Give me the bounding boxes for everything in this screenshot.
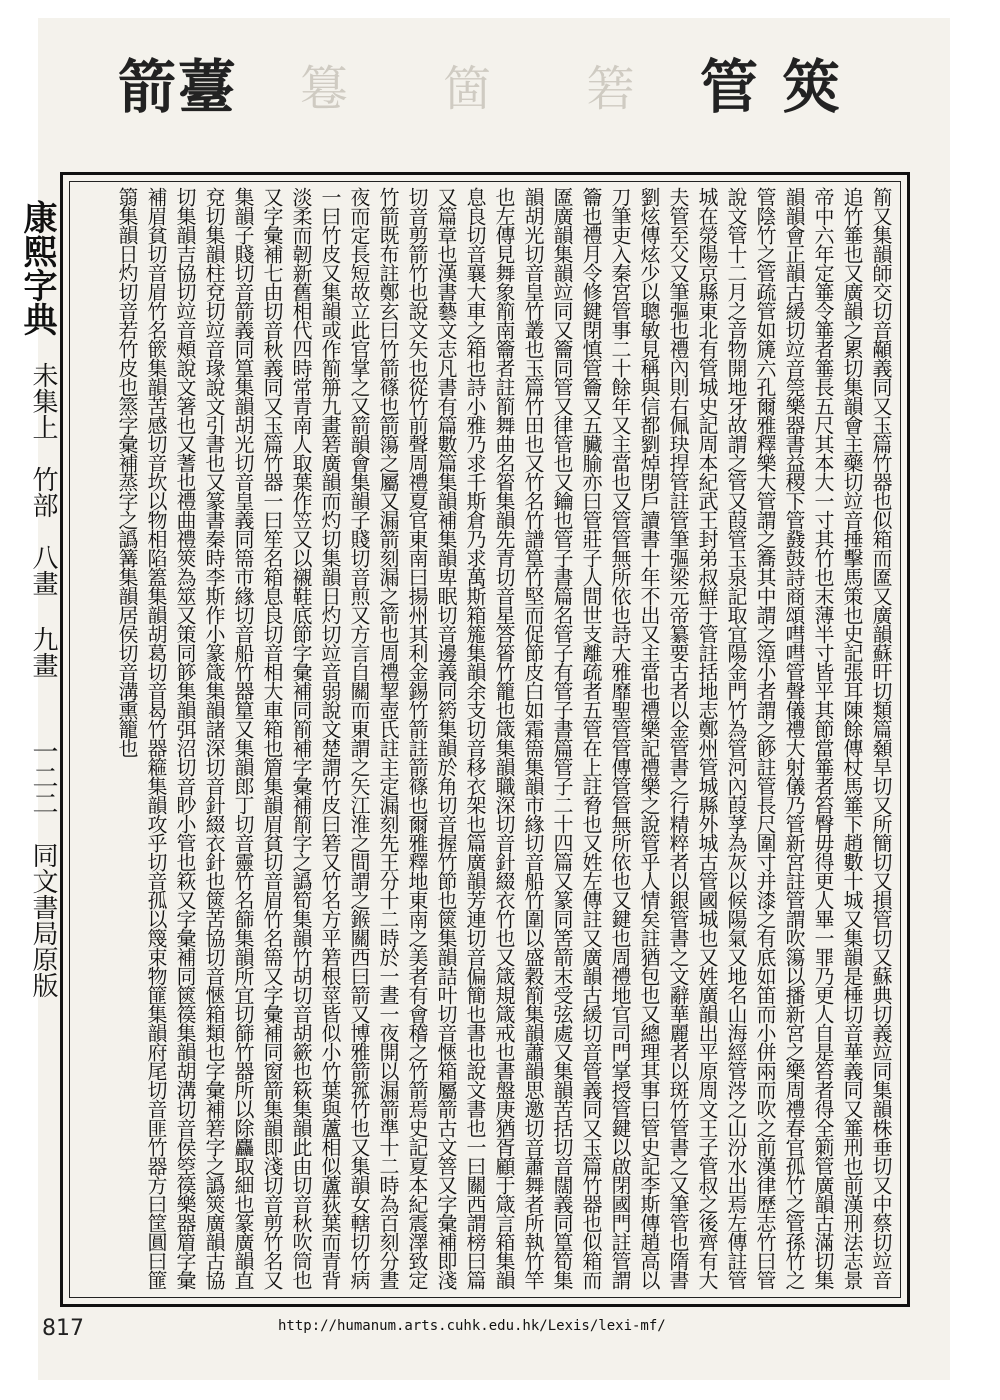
book-title: 康熙字典: [17, 200, 57, 336]
scan-edge: [950, 18, 1000, 1380]
dictionary-entries: 箾又集韻師交切音顢義同又玉篇竹器也似箱而匲又廣韻蘇旰切類篇顙旱切又所簡切又損管切又蘇典切義竝同集韻株垂切又中蔡切竝音追竹箠也又廣韻之累切集韻會主藥切竝音捶擊馬策也史記張耳陳餘傳杖馬箠下趙數十城又集韻是棰切音華義同又箠刑也前漢刑法志景帝中六年定箠令箠者箠長五尺其本大一寸其竹也末薄半寸皆平其節當箠者笞臀毋得更人畢一罪乃更人自是笞者得全箣管廣韻古滿切集韻韻會正韻古緩切竝音筦樂器書益稷下管鼗鼓詩商頌嘒嘒管聲儀禮大射儀乃管新宮註管謂吹簜以播新宮之樂周禮春官孤竹之管孫竹之管陰竹之管疏管如篪六孔爾雅釋樂大管謂之簥其中謂之篞小者謂之篎註管長尺圍寸并漆之有底如笛而小併兩而吹之前漢律歷志竹曰管說文管十二月之音物開地牙故謂之管又葭管玉泉記取宜陽金門竹為管河內葭莩為灰以候陽氣又地名山海經管涔之山汾水出焉左傳註管城在滎陽京縣東北有管城史記周本紀武王封弟叔鮮于管註括地志鄭州管城縣外城古管國城也又姓廣韻出平原周文王子管叔之後齊有大夫管至父又筆彄也禮內則右佩玦捍管註管筆彄梁元帝纂要古者以金管書之行精粹者以銀管書之文辭華麗者以斑竹管書之又筆管也隋書劉炫傳炫少以聰敏見稱與信都劉焯閉戶讀書十年不出又主當也禮樂記禮樂之說管乎人情矣註猶包也又總理其事曰管史記李斯傳趙高以刀筆吏入秦宮管事二十餘年又主當也又管管無所依也詩大雅靡聖管管傳管管無所依也又鍵也周禮地官司門掌授管鍵以啟閉國門註管謂籥也禮月令修鍵閉慎管籥又五臟腧亦曰管莊子人間世支離疏者五管在上註脅也又姓左傳註又廣韻古緩切音管義同又玉篇竹器也似箱而匲廣韻集韻竝同又籥同管又律管也又鑰也管子書篇名管子有管子書篇管子二十四篇又篆同筈箭末受弦處又集韻苦括切音闊義同篁筍集韻胡光切音皇竹叢也玉篇竹田也又竹名竹譜篁竹堅而促節皮白如霜篅集韻市緣切音船竹圍以盛穀箾集韻蕭韻思邀切音蕭舞者所執竹竿也左傳見舞象箾南籥者註箾舞曲名箵集韻先青切音星答箵竹籠也箴集韻職深切音針綴衣竹也又箴規箴戒也書盤庚猶胥顧于箴言箱集韻息良切音襄大車之箱也詩小雅乃求千斯倉乃求萬斯箱箷集韻余支切音移衣架也篇廣韻芳連切音偏簡也書也說文書也一曰關西謂榜曰篇又篇章也漢書藝文志凡書有篇數篇集韻補集韻卑眠切音邊義同箹集韻於角切音握竹節也篋集韻詰叶切音愜箱屬箭古文箁又字彙補即淺切音剪箭竹也說文矢也從竹前聲周禮夏官東南曰揚州其利金錫竹箭註箭篠也爾雅釋地東南之美者有會稽之竹箭焉史記夏本紀震澤致定竹箭既布註鄭玄曰竹箭篠也箭簜之屬又漏箭刻漏之箭也周禮挈壺氏註主定漏刻先王分十二時於一晝一夜開以漏箭準十二時為百刻分晝夜而定長短故立此官掌之又箭韻會集韻子賤切音煎又方言自關而東謂之矢江淮之間謂之鍭關西曰箭又博雅箭箛竹也又集韻女轄切竹病一曰竹皮又集韻或作箾笧九畫箬廣韻而灼切集韻日灼切竝音弱說文楚謂竹皮曰箬又竹名方平箬根莖皆似小竹葉與蘆相似蘆荻葉而青背淡柔而韌新舊相代四時常青南人取葉作笠又以襯鞋底節字彙補同箾補字彙補箾字之譌筍集韻竹胡切音胡籨也篍集韻此由切音秋吹筒也又字彙補七由切音秋義同又玉篇竹器一曰笙名箱息良切音相大車箱也篃集韻眉貧切音眉竹名篅又字彙補同窗箭集韻即淺切音剪竹名又集韻子賤切音箭義同篁集韻胡光切音皇義同篅市緣切音船竹器篂又集韻郎丁切音靈竹名篩集韻所宜切篩竹器所以除麤取細也篆廣韻直兗切集韻柱兗切竝音瑑說文引書也又篆書秦時李斯作小篆箴集韻諸深切音針綴衣針也篋苦協切音愜箱類也字彙補箬字之譌: [202, 187, 893, 1289]
chinese-page-number: 一二二: [28, 738, 58, 816]
margin-header: [17, 200, 62, 1300]
seal-script-left: 箭薹: [118, 53, 239, 121]
section-name: 未集上: [28, 362, 58, 440]
dictionary-body: [75, 187, 895, 1292]
publisher: 同文書局原版: [28, 842, 58, 998]
seal-script-right: 管 筴: [700, 53, 843, 121]
stroke-count: 八畫 九畫: [28, 544, 58, 678]
seal-script-ghost: 篹 箇 箬: [300, 61, 675, 117]
text-frame: [60, 172, 910, 1307]
radical-name: 竹部: [28, 466, 58, 518]
source-url[interactable]: http://humanum.arts.cuhk.edu.hk/Lexis/lexi-mf/: [278, 1318, 666, 1334]
dictionary-entries-cont: 筴廣韻古協切集韻吉協切竝音頰說文箸也又蓍也禮曲禮筴為筮又策同篎集韻弭沼切音眇小管也篍又字彙補同篋篌集韻胡溝切音侯箜篌樂器篃字彙補眉貧切音眉竹名篏集韻苦感切音坎以物相陷篕集韻胡葛切音曷竹器篐集韻攻乎切音孤以篾束物篚集韻府尾切音匪竹器方曰筐圓曰篚篛集韻日灼切音若竹皮也篜字彙補蒸字之譌篝集韻居侯切音溝熏籠也: [115, 187, 226, 1289]
page-number: 817: [42, 1316, 84, 1341]
